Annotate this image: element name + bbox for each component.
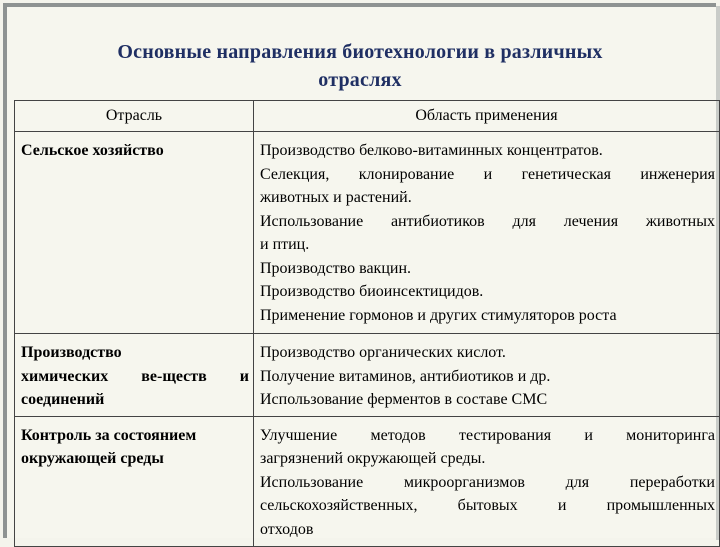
sector-chemicals-line: соединений: [21, 391, 105, 408]
application-cell: [254, 416, 720, 546]
application-line: Использование антибиотиков для лечения животных: [260, 212, 715, 230]
title-line-1: Основные направления биотехнологии в различных: [117, 41, 603, 63]
application-line: Селекция, клонирование и генетическая инженерия: [260, 165, 715, 183]
application-line: Производство органических кислот.: [260, 344, 506, 361]
sector-environment-line: Контроль за состоянием: [21, 426, 197, 444]
header-sector: Отрасль: [15, 101, 254, 132]
table-row: [15, 334, 720, 417]
table-row: [15, 416, 720, 546]
application-cell: [254, 334, 720, 417]
application-line: Производство вакцин.: [260, 259, 412, 277]
sector-cell: [15, 132, 254, 334]
application-line: Улучшение методов тестирования и мониторинга: [260, 426, 715, 444]
table-row: [15, 132, 720, 334]
application-line: Производство биоинсектицидов.: [260, 283, 484, 300]
application-line: Использование микроорганизмов для переработки: [260, 473, 715, 491]
application-line: сельскохозяйственных, бытовых и промышленных: [260, 497, 715, 514]
application-line: животных и растений.: [260, 189, 412, 206]
sector-chemicals-line: химических ве-ществ и: [21, 367, 249, 385]
application-line: отходов: [260, 520, 314, 538]
application-cell: [254, 132, 720, 334]
header-application: Область применения: [254, 101, 720, 132]
application-line: Применение гормонов и других стимуляторов роста: [260, 306, 617, 324]
table-header-row: [15, 101, 720, 132]
application-line: Производство белково-витаминных концентратов.: [260, 142, 603, 159]
sector-chemicals-line: Производство: [21, 344, 122, 361]
biotech-table: [14, 100, 720, 547]
application-line: Получение витаминов, антибиотиков и др.: [260, 367, 551, 385]
slide-title: [40, 38, 680, 94]
sector-cell: [15, 334, 254, 417]
application-line: и птиц.: [260, 236, 310, 253]
application-line: загрязнений окружающей среды.: [260, 450, 486, 467]
sector-cell: [15, 416, 254, 546]
sector-agriculture: Сельское хозяйство: [21, 142, 164, 159]
sector-environment-line: окружающей среды: [21, 450, 164, 467]
title-line-2: отраслях: [318, 69, 402, 91]
application-line: Использование ферментов в составе СМС: [260, 391, 548, 408]
